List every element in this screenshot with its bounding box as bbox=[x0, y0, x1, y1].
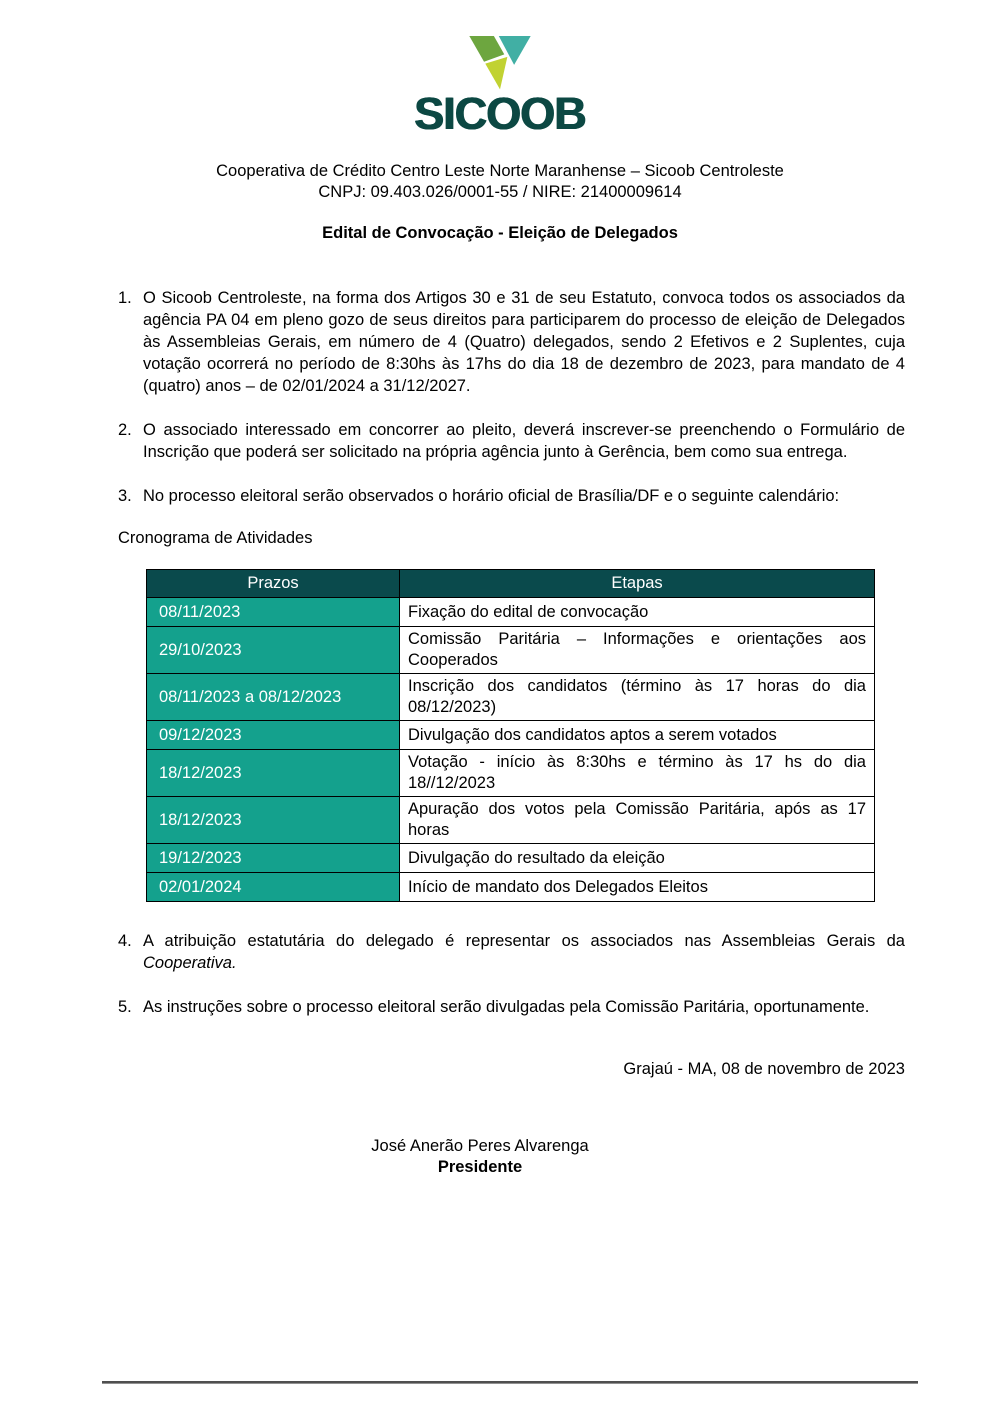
table-row bbox=[147, 844, 875, 873]
item-number: 3. bbox=[118, 487, 132, 505]
table-row bbox=[147, 873, 875, 902]
item-number: 1. bbox=[118, 289, 132, 307]
prazo-cell: 18/12/2023 bbox=[147, 750, 400, 797]
prazo-cell: 09/12/2023 bbox=[147, 721, 400, 750]
schedule-table bbox=[146, 569, 875, 902]
prazo-cell: 29/10/2023 bbox=[147, 627, 400, 674]
item-text: As instruções sobre o processo eleitoral serão divulgadas pela Comissão Paritária, oportunamente. bbox=[143, 998, 870, 1016]
table-row bbox=[147, 750, 875, 797]
etapa-cell: Início de mandato dos Delegados Eleitos bbox=[400, 873, 875, 902]
cnpj-line: CNPJ: 09.403.026/0001-55 / NIRE: 21400009614 bbox=[318, 183, 682, 201]
table-row bbox=[147, 627, 875, 674]
prazo-cell: 18/12/2023 bbox=[147, 797, 400, 844]
item-text-italic: Cooperativa. bbox=[143, 954, 237, 972]
table-header-row bbox=[147, 570, 875, 598]
item-text: O Sicoob Centroleste, na forma dos Artigos 30 e 31 de seu Estatuto, convoca todos os associados da agência PA 04 em pleno gozo de seus direitos para participarem do processo de eleição de Delegados às Assembleias Gerais, em número de 4 (Quatro) delegados, sendo 2 Efetivos e 2 Suplentes, cuja votação ocorrerá no período de 8:30hs às 17hs do dia 18 de dezembro de 2023, para mandato de 4 (quatro) anos – de 02/01/2024 a 31/12/2027. bbox=[143, 289, 905, 395]
column-header-etapas: Etapas bbox=[400, 570, 875, 598]
table-row bbox=[147, 721, 875, 750]
etapa-cell: Votação - início às 8:30hs e término às 17 hs do dia 18//12/2023 bbox=[400, 750, 875, 797]
coop-name-line: Cooperativa de Crédito Centro Leste Norte Maranhense – Sicoob Centroleste bbox=[216, 162, 784, 180]
footer-divider bbox=[102, 1381, 918, 1384]
item-text-normal: A atribuição estatutária do delegado é representar os associados nas Assembleias Gerais da bbox=[143, 932, 905, 950]
item-number: 2. bbox=[118, 421, 132, 439]
list-item-4 bbox=[118, 930, 905, 974]
etapa-cell: Inscrição dos candidatos (término às 17 horas do dia 08/12/2023) bbox=[400, 674, 875, 721]
etapa-cell: Apuração dos votos pela Comissão Paritária, após as 17 horas bbox=[400, 797, 875, 844]
prazo-cell: 08/11/2023 bbox=[147, 598, 400, 627]
list-item-2 bbox=[118, 419, 905, 463]
signature-role: Presidente bbox=[437, 1158, 523, 1176]
numbered-list-continued bbox=[118, 930, 905, 1018]
table-row bbox=[147, 598, 875, 627]
place-date-line: Grajaú - MA, 08 de novembro de 2023 bbox=[623, 1060, 905, 1078]
document-title: Edital de Convocação - Eleição de Delegados bbox=[322, 224, 678, 242]
etapa-cell: Fixação do edital de convocação bbox=[400, 598, 875, 627]
sicoob-logo bbox=[0, 0, 1000, 139]
document-body bbox=[118, 287, 905, 1178]
sicoob-triangle-icon bbox=[454, 36, 546, 90]
numbered-list bbox=[118, 287, 905, 507]
item-number: 5. bbox=[118, 998, 132, 1016]
table-row bbox=[147, 797, 875, 844]
prazo-cell: 02/01/2024 bbox=[147, 873, 400, 902]
document-header bbox=[0, 161, 1000, 203]
list-item-3 bbox=[118, 485, 905, 507]
schedule-label: Cronograma de Atividades bbox=[118, 529, 313, 547]
item-text: No processo eleitoral serão observados o horário oficial de Brasília/DF e o seguinte calendário: bbox=[143, 487, 840, 505]
list-item-5 bbox=[118, 996, 905, 1018]
signature-name: José Anerão Peres Alvarenga bbox=[371, 1137, 589, 1155]
etapa-cell: Divulgação do resultado da eleição bbox=[400, 844, 875, 873]
table-row bbox=[147, 674, 875, 721]
etapa-cell: Comissão Paritária – Informações e orientações aos Cooperados bbox=[400, 627, 875, 674]
column-header-prazos: Prazos bbox=[147, 570, 400, 598]
item-text bbox=[143, 930, 905, 974]
sicoob-wordmark: SICOOB bbox=[414, 88, 586, 139]
prazo-cell: 19/12/2023 bbox=[147, 844, 400, 873]
etapa-cell: Divulgação dos candidatos aptos a serem votados bbox=[400, 721, 875, 750]
signature-block bbox=[330, 1136, 630, 1178]
list-item-1 bbox=[118, 287, 905, 397]
prazo-cell: 08/11/2023 a 08/12/2023 bbox=[147, 674, 400, 721]
item-number: 4. bbox=[118, 932, 132, 950]
item-text: O associado interessado em concorrer ao pleito, deverá inscrever-se preenchendo o Formulário de Inscrição que poderá ser solicitado na própria agência junto à Gerência, bem como sua entrega. bbox=[143, 421, 905, 461]
